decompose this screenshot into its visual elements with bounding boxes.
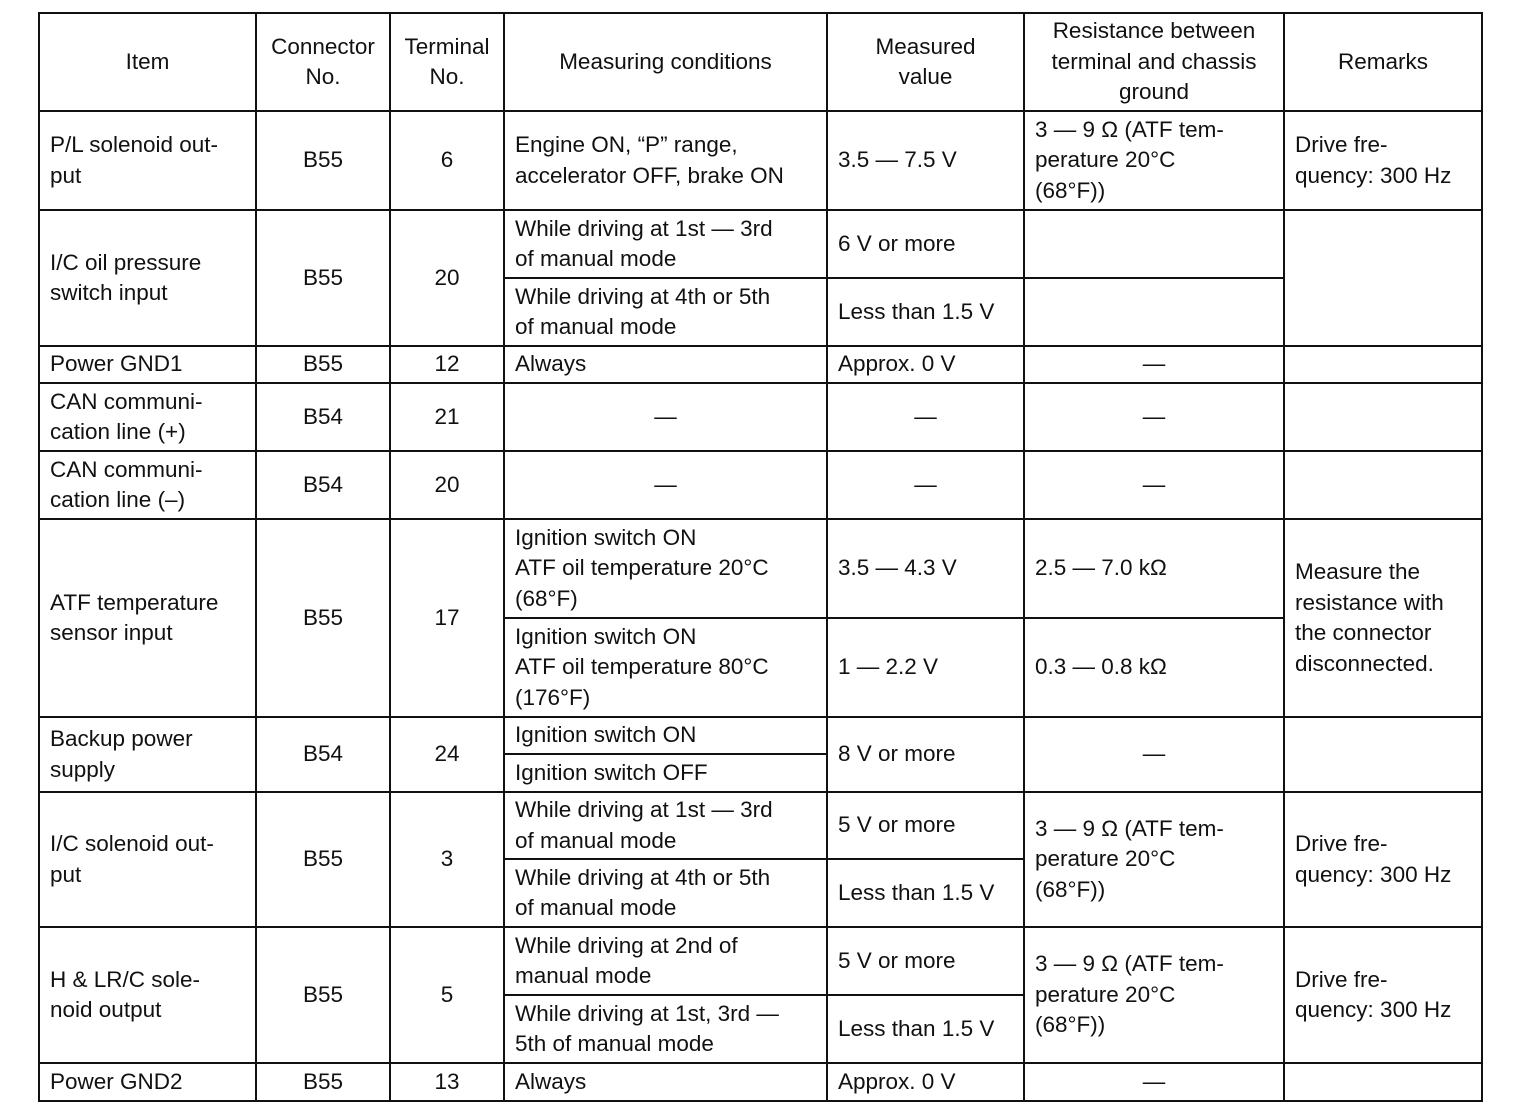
terminal-cell: 6	[390, 111, 504, 210]
header-row	[39, 13, 1482, 111]
conditions-cell: While driving at 4th or 5th of manual mode	[504, 859, 827, 927]
value-cell: Approx. 0 V	[827, 346, 1024, 383]
remarks-cell	[1284, 451, 1482, 519]
conditions-cell: While driving at 1st — 3rd of manual mode	[504, 210, 827, 278]
terminal-spec-table	[38, 12, 1483, 1102]
table-row	[39, 111, 1482, 210]
connector-cell: B55	[256, 519, 390, 717]
remarks-cell	[1284, 717, 1482, 792]
value-cell: —	[827, 451, 1024, 519]
table-row	[39, 383, 1482, 451]
conditions-cell: While driving at 1st — 3rd of manual mode	[504, 792, 827, 859]
value-cell: 5 V or more	[827, 927, 1024, 995]
value-cell: 5 V or more	[827, 792, 1024, 859]
terminal-cell: 21	[390, 383, 504, 451]
value-cell: Less than 1.5 V	[827, 995, 1024, 1063]
resistance-cell: —	[1024, 383, 1284, 451]
resistance-cell: —	[1024, 717, 1284, 792]
header-item: Item	[39, 13, 256, 111]
value-cell: Approx. 0 V	[827, 1063, 1024, 1101]
item-cell: I/C oil pressure switch input	[39, 210, 256, 346]
value-cell: 1 — 2.2 V	[827, 618, 1024, 717]
header-connector: Connector No.	[256, 13, 390, 111]
table-row	[39, 210, 1482, 278]
value-cell: 3.5 — 4.3 V	[827, 519, 1024, 618]
header-conditions: Measuring conditions	[504, 13, 827, 111]
item-cell: CAN communi- cation line (–)	[39, 451, 256, 519]
item-cell: H & LR/C sole- noid output	[39, 927, 256, 1063]
connector-cell: B55	[256, 346, 390, 383]
remarks-cell	[1284, 1063, 1482, 1101]
header-resistance: Resistance between terminal and chassis ground	[1024, 13, 1284, 111]
resistance-cell: 2.5 — 7.0 kΩ	[1024, 519, 1284, 618]
resistance-cell	[1024, 278, 1284, 346]
table-row	[39, 519, 1482, 618]
connector-cell: B54	[256, 383, 390, 451]
value-cell: 6 V or more	[827, 210, 1024, 278]
conditions-cell: Engine ON, “P” range, accelerator OFF, brake ON	[504, 111, 827, 210]
connector-cell: B55	[256, 111, 390, 210]
connector-cell: B55	[256, 210, 390, 346]
terminal-cell: 12	[390, 346, 504, 383]
remarks-cell: Measure the resistance with the connector disconnected.	[1284, 519, 1482, 717]
item-cell: Power GND2	[39, 1063, 256, 1101]
table-row	[39, 717, 1482, 754]
item-cell: ATF temperature sensor input	[39, 519, 256, 717]
item-cell: Backup power supply	[39, 717, 256, 792]
resistance-cell: —	[1024, 346, 1284, 383]
remarks-cell: Drive fre- quency: 300 Hz	[1284, 927, 1482, 1063]
resistance-cell: 3 — 9 Ω (ATF tem- perature 20°C (68°F))	[1024, 111, 1284, 210]
table-row	[39, 346, 1482, 383]
terminal-cell: 5	[390, 927, 504, 1063]
terminal-cell: 20	[390, 210, 504, 346]
terminal-cell: 20	[390, 451, 504, 519]
connector-cell: B55	[256, 927, 390, 1063]
conditions-cell: While driving at 4th or 5th of manual mode	[504, 278, 827, 346]
table-row	[39, 927, 1482, 995]
header-terminal: Terminal No.	[390, 13, 504, 111]
resistance-cell: —	[1024, 451, 1284, 519]
value-cell: 3.5 — 7.5 V	[827, 111, 1024, 210]
conditions-cell: Ignition switch OFF	[504, 754, 827, 792]
item-cell: Power GND1	[39, 346, 256, 383]
connector-cell: B54	[256, 717, 390, 792]
header-remarks: Remarks	[1284, 13, 1482, 111]
value-cell: 8 V or more	[827, 717, 1024, 792]
item-cell: P/L solenoid out- put	[39, 111, 256, 210]
resistance-cell: 3 — 9 Ω (ATF tem- perature 20°C (68°F))	[1024, 792, 1284, 927]
table-row	[39, 1063, 1482, 1101]
connector-cell: B55	[256, 1063, 390, 1101]
conditions-cell: Ignition switch ON ATF oil temperature 80°C (176°F)	[504, 618, 827, 717]
remarks-cell: Drive fre- quency: 300 Hz	[1284, 792, 1482, 927]
table-row	[39, 792, 1482, 859]
conditions-cell: Always	[504, 1063, 827, 1101]
conditions-cell: While driving at 2nd of manual mode	[504, 927, 827, 995]
resistance-cell: 0.3 — 0.8 kΩ	[1024, 618, 1284, 717]
terminal-cell: 24	[390, 717, 504, 792]
remarks-cell	[1284, 346, 1482, 383]
resistance-cell: —	[1024, 1063, 1284, 1101]
connector-cell: B54	[256, 451, 390, 519]
remarks-cell	[1284, 210, 1482, 346]
conditions-cell: —	[504, 383, 827, 451]
header-value: Measured value	[827, 13, 1024, 111]
conditions-cell: Always	[504, 346, 827, 383]
item-cell: I/C solenoid out- put	[39, 792, 256, 927]
resistance-cell	[1024, 210, 1284, 278]
table-row	[39, 451, 1482, 519]
conditions-cell: Ignition switch ON	[504, 717, 827, 754]
value-cell: Less than 1.5 V	[827, 859, 1024, 927]
remarks-cell	[1284, 383, 1482, 451]
item-cell: CAN communi- cation line (+)	[39, 383, 256, 451]
remarks-cell: Drive fre- quency: 300 Hz	[1284, 111, 1482, 210]
terminal-cell: 3	[390, 792, 504, 927]
conditions-cell: —	[504, 451, 827, 519]
terminal-cell: 17	[390, 519, 504, 717]
value-cell: —	[827, 383, 1024, 451]
terminal-cell: 13	[390, 1063, 504, 1101]
conditions-cell: Ignition switch ON ATF oil temperature 20°C (68°F)	[504, 519, 827, 618]
conditions-cell: While driving at 1st, 3rd — 5th of manual mode	[504, 995, 827, 1063]
connector-cell: B55	[256, 792, 390, 927]
value-cell: Less than 1.5 V	[827, 278, 1024, 346]
resistance-cell: 3 — 9 Ω (ATF tem- perature 20°C (68°F))	[1024, 927, 1284, 1063]
